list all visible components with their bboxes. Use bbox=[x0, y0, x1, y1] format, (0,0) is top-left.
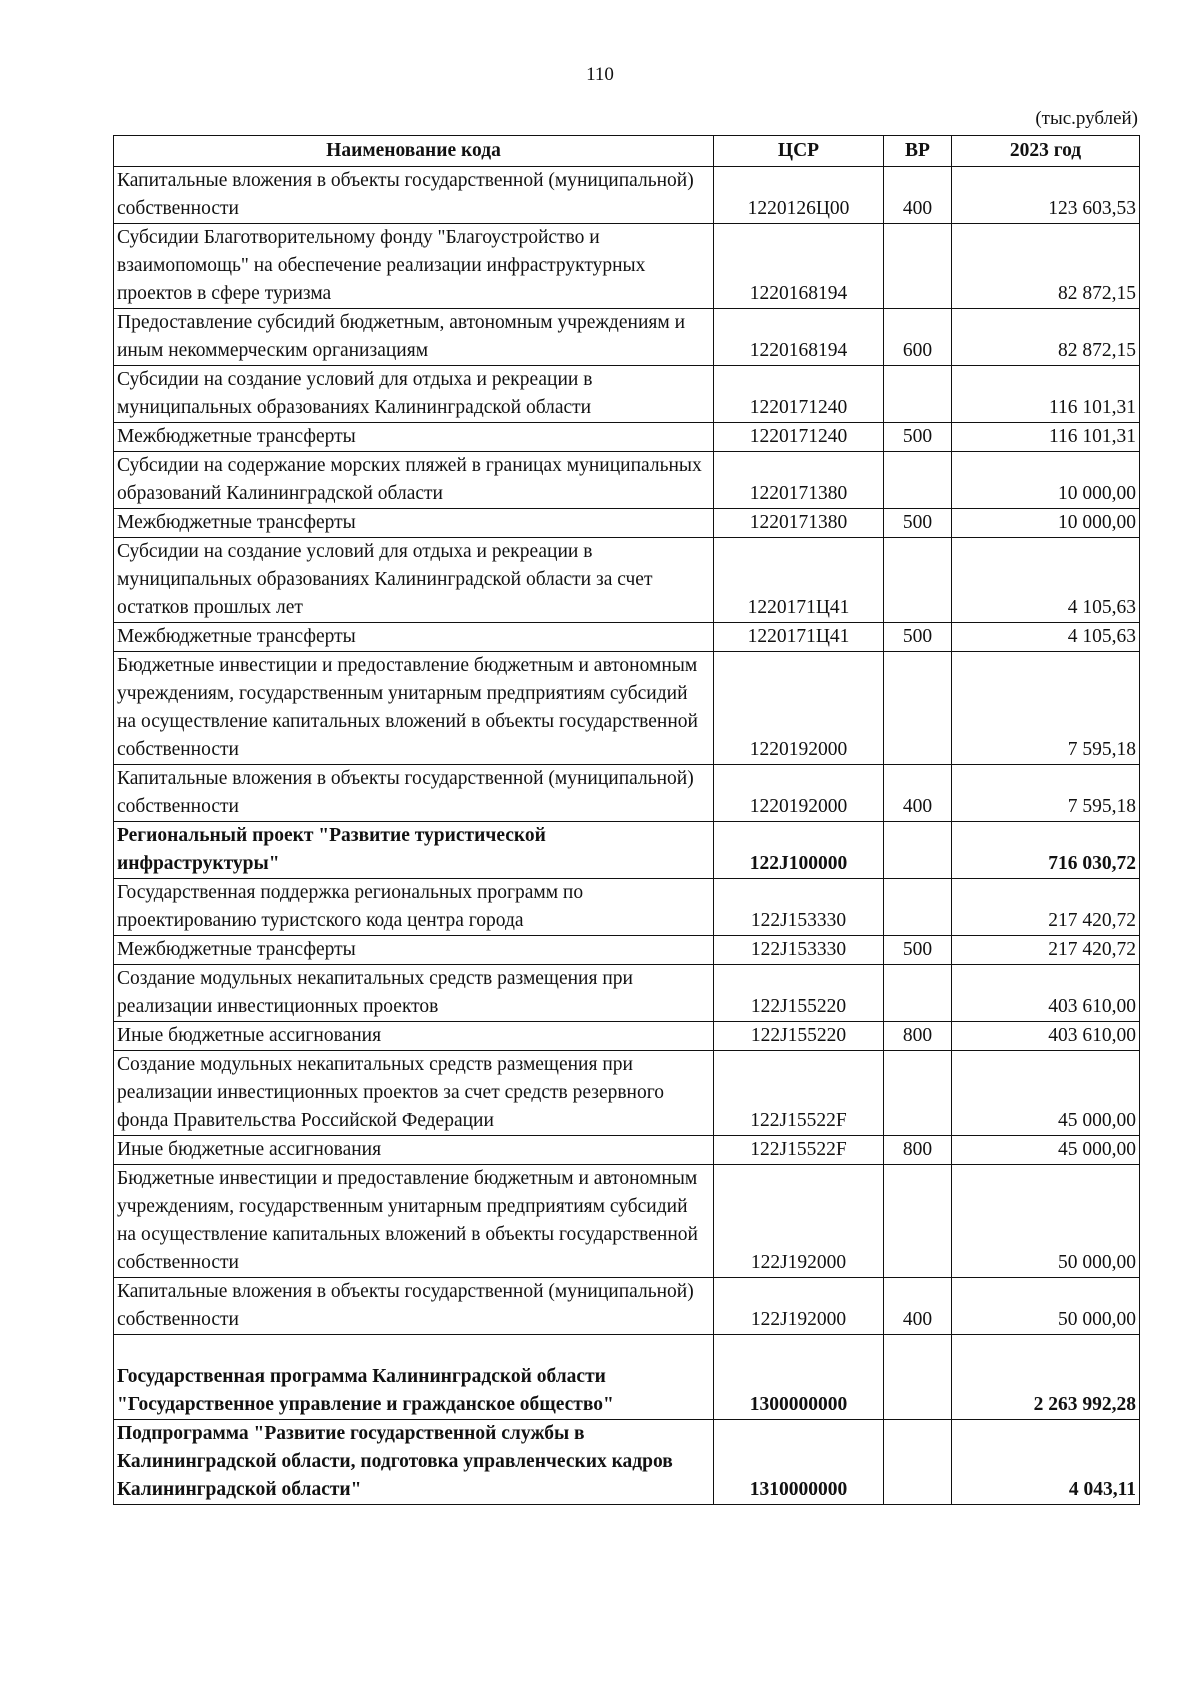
cell-csr: 1220171240 bbox=[714, 366, 884, 423]
table-row bbox=[114, 1278, 1140, 1335]
cell-amount: 116 101,31 bbox=[952, 423, 1140, 452]
header-vr: ВР bbox=[884, 136, 952, 167]
cell-amount: 7 595,18 bbox=[952, 652, 1140, 765]
cell-vr bbox=[884, 965, 952, 1022]
cell-csr: 122J15522F bbox=[714, 1051, 884, 1136]
cell-vr bbox=[884, 879, 952, 936]
cell-vr: 800 bbox=[884, 1136, 952, 1165]
cell-csr: 122J192000 bbox=[714, 1165, 884, 1278]
cell-vr: 400 bbox=[884, 765, 952, 822]
cell-name: Бюджетные инвестиции и предоставление бюджетным и автономным учреждениям, государственным унитарным предприятиям субсидий на осуществление капитальных вложений в объекты государственной собственности bbox=[114, 652, 714, 765]
header-amount: 2023 год bbox=[952, 136, 1140, 167]
cell-name: Межбюджетные трансферты bbox=[114, 423, 714, 452]
cell-csr: 1220168194 bbox=[714, 309, 884, 366]
cell-name: Субсидии на содержание морских пляжей в границах муниципальных образований Калининградской области bbox=[114, 452, 714, 509]
cell-name: Иные бюджетные ассигнования bbox=[114, 1136, 714, 1165]
table-row bbox=[114, 652, 1140, 765]
table-row bbox=[114, 167, 1140, 224]
cell-vr bbox=[884, 1165, 952, 1278]
header-csr: ЦСР bbox=[714, 136, 884, 167]
cell-vr bbox=[884, 1051, 952, 1136]
cell-amount: 123 603,53 bbox=[952, 167, 1140, 224]
cell-csr: 122J192000 bbox=[714, 1278, 884, 1335]
table-row bbox=[114, 936, 1140, 965]
table-row bbox=[114, 1335, 1140, 1420]
cell-csr: 1300000000 bbox=[714, 1335, 884, 1420]
budget-table bbox=[113, 135, 1140, 1505]
cell-csr: 1220171Ц41 bbox=[714, 623, 884, 652]
cell-vr bbox=[884, 452, 952, 509]
cell-vr bbox=[884, 1420, 952, 1505]
table-row bbox=[114, 452, 1140, 509]
cell-csr: 122J153330 bbox=[714, 936, 884, 965]
cell-name: Межбюджетные трансферты bbox=[114, 936, 714, 965]
cell-amount: 2 263 992,28 bbox=[952, 1335, 1140, 1420]
cell-vr bbox=[884, 224, 952, 309]
cell-amount: 217 420,72 bbox=[952, 879, 1140, 936]
table-row bbox=[114, 879, 1140, 936]
page-number: 110 bbox=[586, 64, 614, 85]
table-row bbox=[114, 309, 1140, 366]
cell-vr: 500 bbox=[884, 623, 952, 652]
cell-name: Межбюджетные трансферты bbox=[114, 623, 714, 652]
cell-amount: 10 000,00 bbox=[952, 452, 1140, 509]
cell-csr: 1220192000 bbox=[714, 652, 884, 765]
table-row bbox=[114, 538, 1140, 623]
header-row bbox=[114, 136, 1140, 167]
cell-vr: 600 bbox=[884, 309, 952, 366]
cell-vr bbox=[884, 1335, 952, 1420]
cell-csr: 122J15522F bbox=[714, 1136, 884, 1165]
header-name: Наименование кода bbox=[114, 136, 714, 167]
cell-name: Создание модульных некапитальных средств размещения при реализации инвестиционных проектов bbox=[114, 965, 714, 1022]
cell-vr: 500 bbox=[884, 509, 952, 538]
cell-vr bbox=[884, 822, 952, 879]
cell-amount: 45 000,00 bbox=[952, 1136, 1140, 1165]
cell-amount: 82 872,15 bbox=[952, 224, 1140, 309]
cell-csr: 1220171380 bbox=[714, 509, 884, 538]
cell-vr bbox=[884, 538, 952, 623]
cell-amount: 217 420,72 bbox=[952, 936, 1140, 965]
table-row bbox=[114, 765, 1140, 822]
cell-vr: 400 bbox=[884, 167, 952, 224]
cell-amount: 403 610,00 bbox=[952, 965, 1140, 1022]
cell-name: Подпрограмма "Развитие государственной службы в Калининградской области, подготовка управленческих кадров Калининградской области" bbox=[114, 1420, 714, 1505]
cell-amount: 4 043,11 bbox=[952, 1420, 1140, 1505]
cell-name: Межбюджетные трансферты bbox=[114, 509, 714, 538]
table-row bbox=[114, 1165, 1140, 1278]
cell-csr: 122J155220 bbox=[714, 965, 884, 1022]
cell-csr: 1310000000 bbox=[714, 1420, 884, 1505]
cell-vr bbox=[884, 366, 952, 423]
cell-csr: 122J153330 bbox=[714, 879, 884, 936]
cell-name: Субсидии Благотворительному фонду "Благоустройство и взаимопомощь" на обеспечение реализации инфраструктурных проектов в сфере туризма bbox=[114, 224, 714, 309]
table-row bbox=[114, 1022, 1140, 1051]
cell-vr: 400 bbox=[884, 1278, 952, 1335]
cell-csr: 1220126Ц00 bbox=[714, 167, 884, 224]
cell-amount: 45 000,00 bbox=[952, 1051, 1140, 1136]
cell-name: Государственная программа Калининградской области "Государственное управление и гражданское общество" bbox=[114, 1335, 714, 1420]
cell-amount: 716 030,72 bbox=[952, 822, 1140, 879]
cell-name: Капитальные вложения в объекты государственной (муниципальной) собственности bbox=[114, 1278, 714, 1335]
cell-name: Предоставление субсидий бюджетным, автономным учреждениям и иным некоммерческим организациям bbox=[114, 309, 714, 366]
cell-amount: 50 000,00 bbox=[952, 1165, 1140, 1278]
cell-csr: 1220168194 bbox=[714, 224, 884, 309]
cell-name: Субсидии на создание условий для отдыха и рекреации в муниципальных образованиях Калининградской области bbox=[114, 366, 714, 423]
table-row bbox=[114, 224, 1140, 309]
table-row bbox=[114, 623, 1140, 652]
cell-vr: 500 bbox=[884, 423, 952, 452]
table-row bbox=[114, 1051, 1140, 1136]
cell-amount: 4 105,63 bbox=[952, 623, 1140, 652]
table-row bbox=[114, 366, 1140, 423]
cell-amount: 82 872,15 bbox=[952, 309, 1140, 366]
cell-csr: 1220171380 bbox=[714, 452, 884, 509]
cell-amount: 50 000,00 bbox=[952, 1278, 1140, 1335]
cell-vr: 800 bbox=[884, 1022, 952, 1051]
cell-name: Государственная поддержка региональных программ по проектированию туристского кода центра города bbox=[114, 879, 714, 936]
table-row bbox=[114, 1420, 1140, 1505]
table-row bbox=[114, 423, 1140, 452]
unit-label: (тыс.рублей) bbox=[1035, 108, 1138, 129]
cell-name: Бюджетные инвестиции и предоставление бюджетным и автономным учреждениям, государственным унитарным предприятиям субсидий на осуществление капитальных вложений в объекты государственной собственности bbox=[114, 1165, 714, 1278]
cell-name: Капитальные вложения в объекты государственной (муниципальной) собственности bbox=[114, 765, 714, 822]
table-row bbox=[114, 509, 1140, 538]
cell-csr: 1220192000 bbox=[714, 765, 884, 822]
cell-name: Региональный проект "Развитие туристической инфраструктуры" bbox=[114, 822, 714, 879]
cell-amount: 403 610,00 bbox=[952, 1022, 1140, 1051]
table-row bbox=[114, 822, 1140, 879]
cell-csr: 122J155220 bbox=[714, 1022, 884, 1051]
cell-amount: 4 105,63 bbox=[952, 538, 1140, 623]
table-row bbox=[114, 965, 1140, 1022]
cell-csr: 1220171240 bbox=[714, 423, 884, 452]
cell-vr: 500 bbox=[884, 936, 952, 965]
cell-amount: 10 000,00 bbox=[952, 509, 1140, 538]
cell-csr: 122J100000 bbox=[714, 822, 884, 879]
cell-amount: 116 101,31 bbox=[952, 366, 1140, 423]
cell-vr bbox=[884, 652, 952, 765]
cell-name: Капитальные вложения в объекты государственной (муниципальной) собственности bbox=[114, 167, 714, 224]
cell-csr: 1220171Ц41 bbox=[714, 538, 884, 623]
cell-name: Субсидии на создание условий для отдыха и рекреации в муниципальных образованиях Калининградской области за счет остатков прошлых лет bbox=[114, 538, 714, 623]
table-row bbox=[114, 1136, 1140, 1165]
cell-amount: 7 595,18 bbox=[952, 765, 1140, 822]
cell-name: Создание модульных некапитальных средств размещения при реализации инвестиционных проектов за счет средств резервного фонда Правительства Российской Федерации bbox=[114, 1051, 714, 1136]
cell-name: Иные бюджетные ассигнования bbox=[114, 1022, 714, 1051]
